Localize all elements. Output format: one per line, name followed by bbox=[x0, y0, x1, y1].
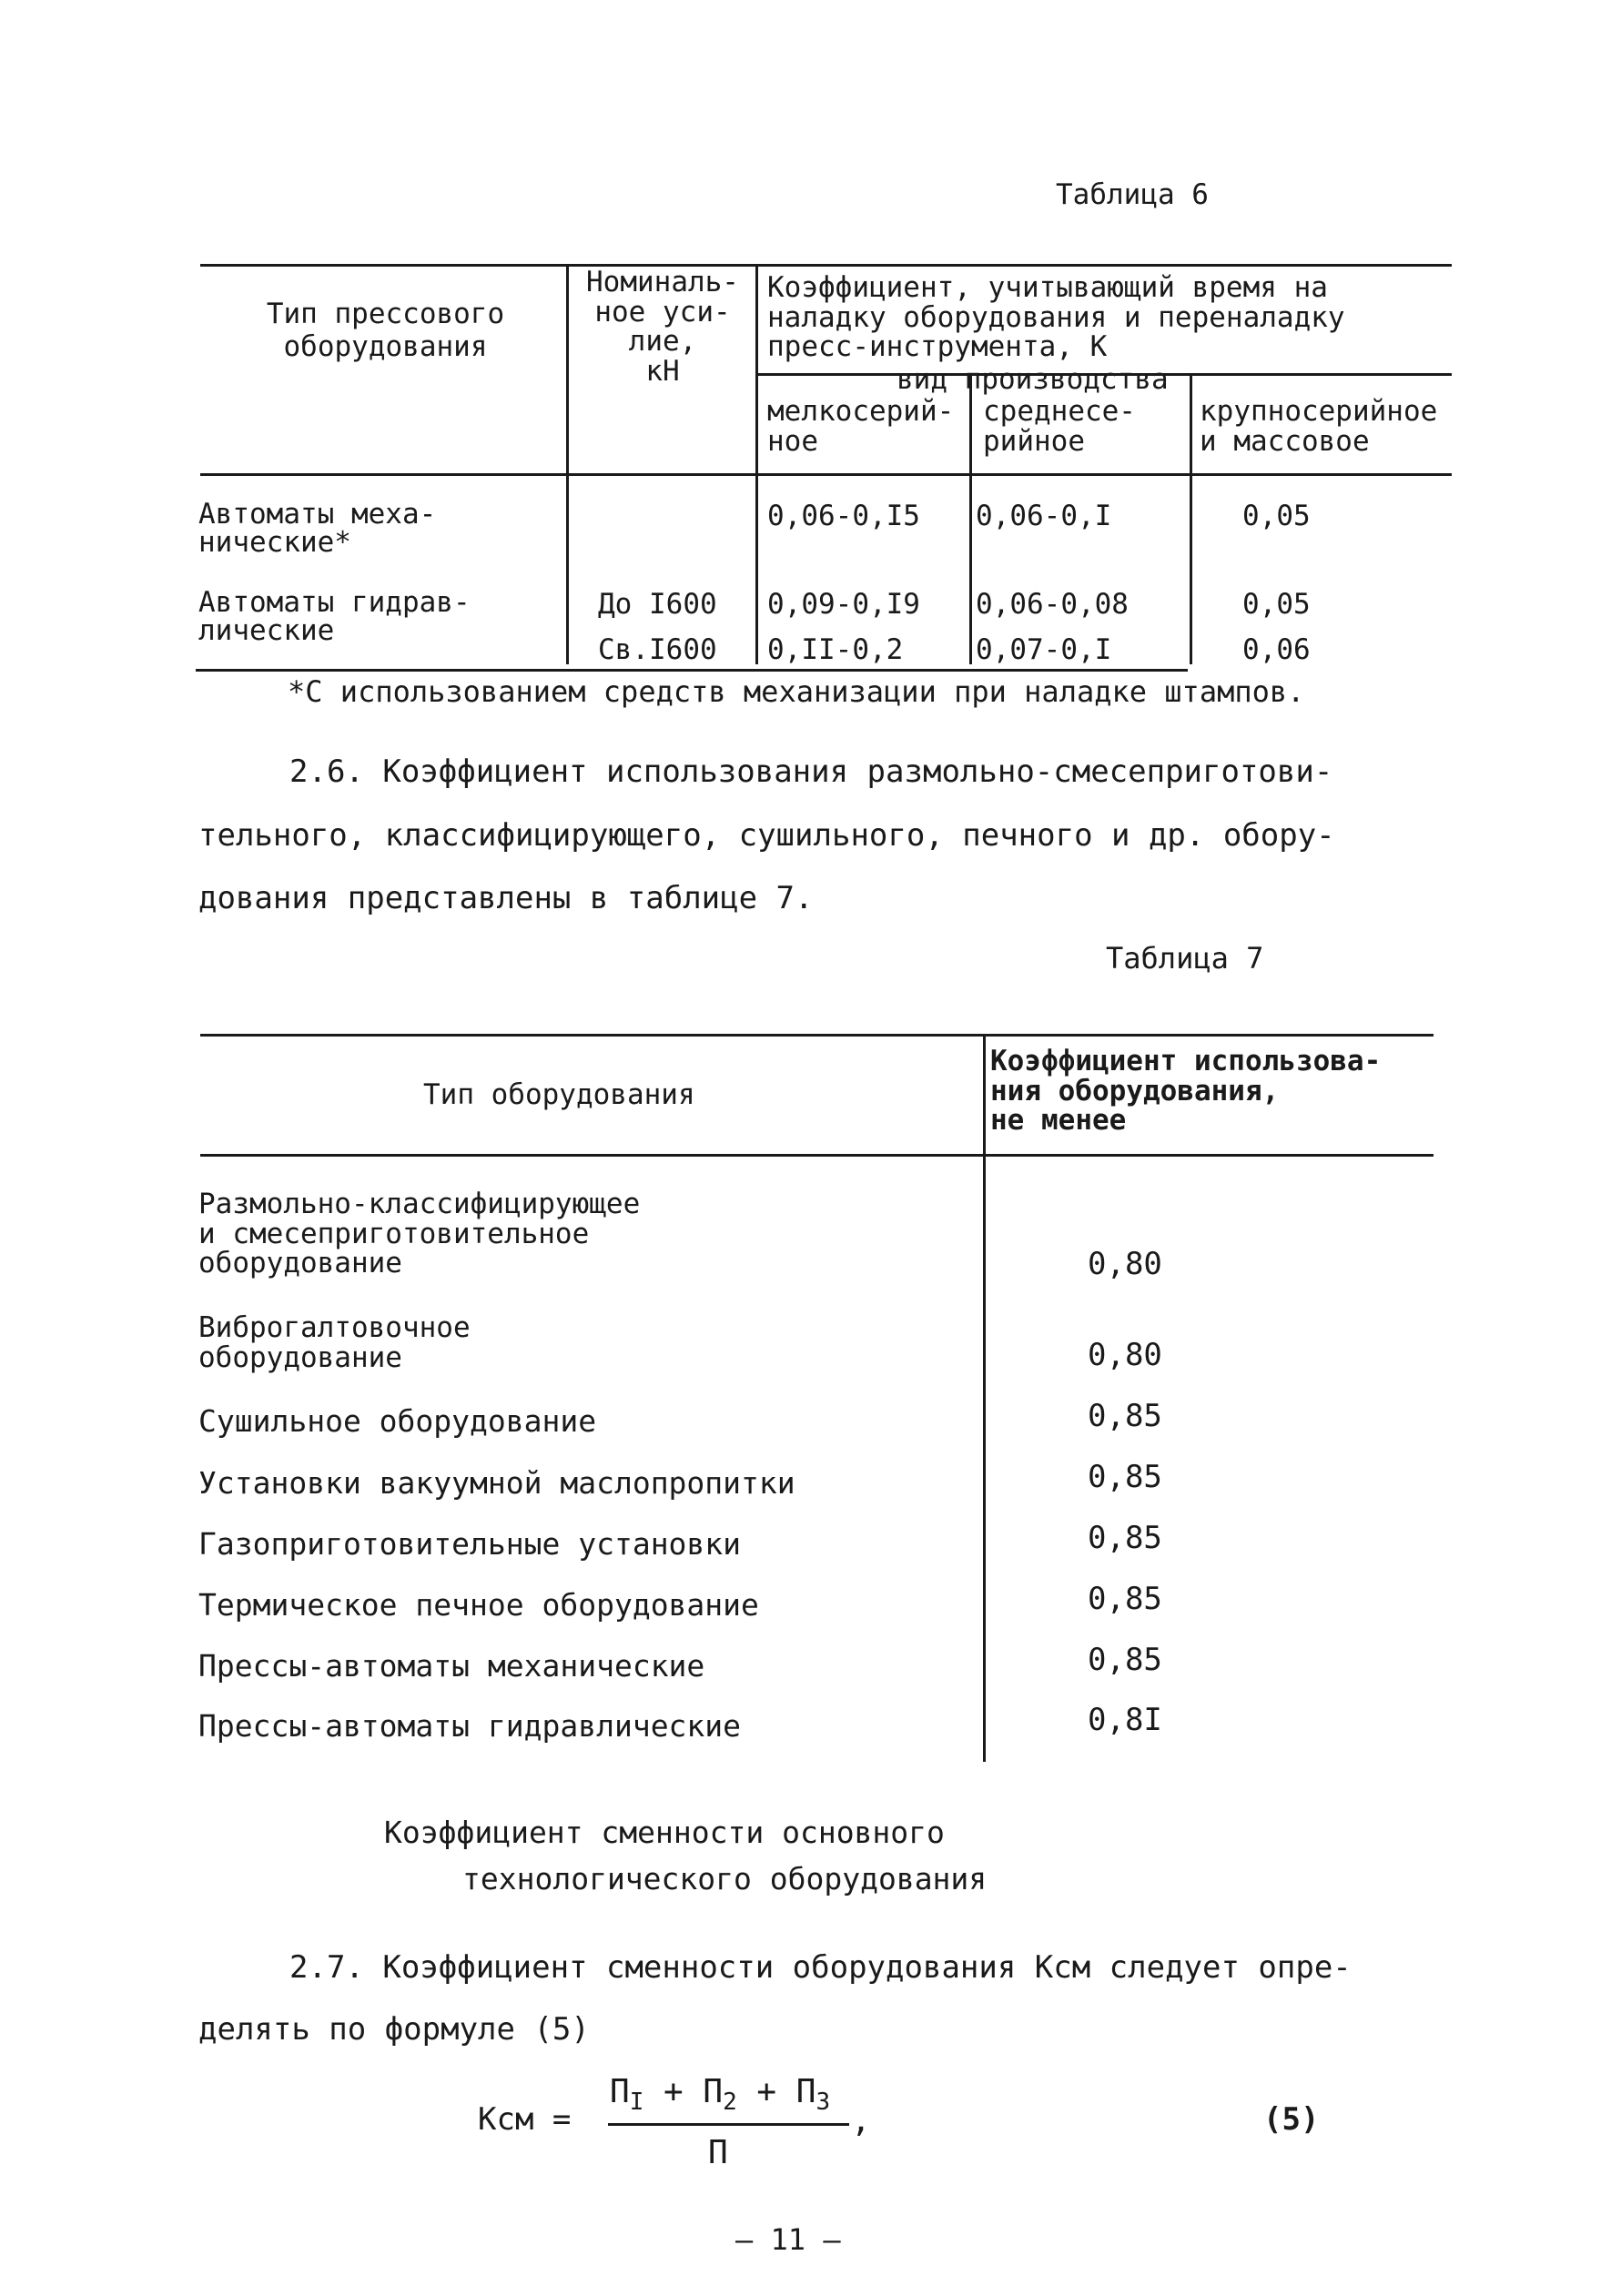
table6-row2-type: Автоматы гидрав- лические bbox=[198, 586, 471, 647]
table6-row3-medium: 0,07-0,I bbox=[976, 633, 1112, 666]
table7-row7-type: Прессы-автоматы механические bbox=[198, 1648, 705, 1684]
table7-row1-type: Размольно-классифицирующее и смесеприготовительное оборудование bbox=[198, 1188, 641, 1280]
formula-numerator-p1: П bbox=[610, 2073, 630, 2110]
table6-header-coef: Коэффициент, учитывающий время на наладку оборудования и переналадку пресс-инструмента, К bbox=[767, 271, 1345, 364]
formula-numerator-sub1: I bbox=[629, 2089, 644, 2117]
formula-numerator-p2: П bbox=[703, 2073, 724, 2110]
table6-col-divider-4 bbox=[1190, 373, 1192, 664]
section-title-line1: Коэффициент сменности основного bbox=[384, 1815, 945, 1850]
formula-fraction-bar bbox=[608, 2123, 849, 2126]
table7-row2-type: Виброгалтовочное оборудование bbox=[198, 1311, 471, 1374]
table6-row3-small: 0,II-0,2 bbox=[767, 633, 904, 666]
table7-row6-type: Термическое печное оборудование bbox=[198, 1587, 759, 1623]
formula-denominator: П bbox=[708, 2134, 728, 2171]
table7-row4-type: Установки вакуумной маслопропитки bbox=[198, 1465, 795, 1501]
formula-number: (5) bbox=[1263, 2101, 1320, 2138]
formula-numerator-plus2: + bbox=[736, 2073, 796, 2110]
table7-row7-value: 0,85 bbox=[1088, 1642, 1162, 1678]
formula-numerator bbox=[610, 2073, 830, 2117]
table7-row1-value: 0,80 bbox=[1088, 1246, 1162, 1282]
table6-col-divider-2 bbox=[755, 264, 758, 664]
table6-header-large: крупносерийное и массовое bbox=[1200, 395, 1438, 458]
table7-top-rule bbox=[200, 1034, 1434, 1037]
table7-row5-value: 0,85 bbox=[1088, 1520, 1162, 1556]
table7-row8-value: 0,8I bbox=[1088, 1702, 1162, 1738]
formula-numerator-plus1: + bbox=[643, 2073, 704, 2110]
paragraph-2-6-line1: 2.6. Коэффициент использования размольно-смесеприготови- bbox=[289, 754, 1333, 790]
table7-row4-value: 0,85 bbox=[1088, 1459, 1162, 1495]
table6-col-divider-3 bbox=[969, 373, 972, 664]
table6-row1-small: 0,06-0,I5 bbox=[767, 500, 920, 532]
table7-row5-type: Газоприготовительные установки bbox=[198, 1526, 742, 1562]
table6-row2-force: До I600 bbox=[598, 588, 717, 621]
table6-header-bottom-rule bbox=[200, 473, 1452, 476]
table7-row2-value: 0,80 bbox=[1088, 1337, 1162, 1373]
table6-header-force: Номиналь- ное уси- лие, кН bbox=[586, 266, 739, 388]
paragraph-2-7-line2: делять по формуле (5) bbox=[198, 2011, 590, 2048]
table7-row3-type: Сушильное оборудование bbox=[198, 1403, 597, 1439]
table6-row1-medium: 0,06-0,I bbox=[976, 500, 1112, 532]
table6-row3-large: 0,06 bbox=[1242, 633, 1311, 666]
formula-lhs: Ксм = bbox=[478, 2101, 572, 2138]
table6-header-small: мелкосерий- ное bbox=[767, 395, 955, 458]
table7-header-type: Тип оборудования bbox=[423, 1078, 695, 1111]
table6-row2-small: 0,09-0,I9 bbox=[767, 588, 920, 621]
table6-header-medium: среднесе- рийное bbox=[983, 395, 1136, 458]
table6-row1-large: 0,05 bbox=[1242, 500, 1311, 532]
table6-row3-force: Св.I600 bbox=[598, 633, 717, 666]
table7-row3-value: 0,85 bbox=[1088, 1398, 1162, 1434]
paragraph-2-6-line3: дования представлены в таблице 7. bbox=[198, 880, 814, 916]
table6-col-divider-1 bbox=[566, 264, 569, 664]
table7-col-divider bbox=[983, 1034, 986, 1762]
page-number: — 11 — bbox=[735, 2222, 841, 2257]
table7-header-bottom-rule bbox=[200, 1154, 1434, 1157]
formula-numerator-sub2: 2 bbox=[723, 2089, 737, 2117]
table7-row6-value: 0,85 bbox=[1088, 1581, 1162, 1617]
table6-row2-large: 0,05 bbox=[1242, 588, 1311, 621]
table6-row1-type: Автоматы меха- нические* bbox=[198, 498, 437, 559]
table7-row8-type: Прессы-автоматы гидравлические bbox=[198, 1708, 742, 1744]
section-title-line2: технологического оборудования bbox=[462, 1861, 988, 1896]
formula-numerator-p3: П bbox=[795, 2073, 816, 2110]
table7-header-coef: Коэффициент использова- ния оборудования, не менее bbox=[990, 1045, 1382, 1138]
paragraph-2-7-line1: 2.7. Коэффициент сменности оборудования Ксм следует опре- bbox=[289, 1949, 1352, 1986]
table6-caption: Таблица 6 bbox=[1056, 178, 1209, 211]
table6-header-type: Тип прессового оборудования bbox=[266, 298, 505, 363]
table6-footnote: *С использованием средств механизации при наладке штампов. bbox=[288, 674, 1305, 709]
table6-top-rule bbox=[200, 264, 1452, 267]
formula-numerator-sub3: 3 bbox=[816, 2089, 831, 2117]
table6-header-production: вид производства bbox=[897, 363, 1169, 396]
table7-caption: Таблица 7 bbox=[1106, 941, 1264, 976]
paragraph-2-6-line2: тельного, классифицирующего, сушильного, печного и др. обору- bbox=[198, 817, 1335, 854]
formula-comma: , bbox=[851, 2102, 871, 2139]
table6-bottom-rule bbox=[196, 669, 1188, 672]
table6-row2-medium: 0,06-0,08 bbox=[976, 588, 1129, 621]
